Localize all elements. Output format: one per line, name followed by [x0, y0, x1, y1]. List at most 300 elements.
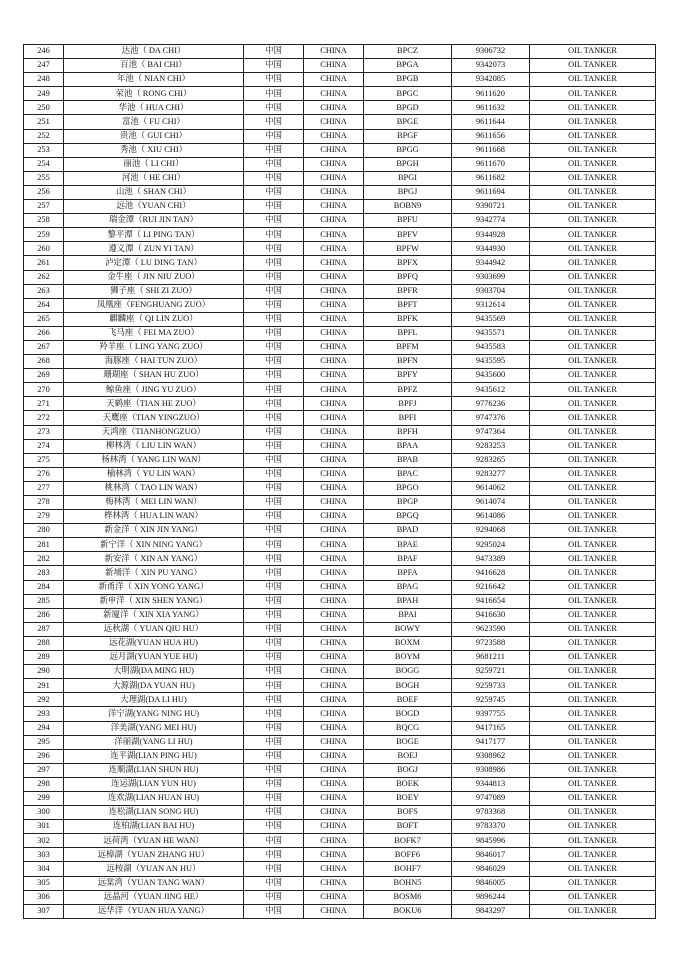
call-sign-cell: BOGE — [364, 735, 452, 749]
row-number-cell: 304 — [24, 862, 64, 876]
table-row — [24, 185, 656, 199]
row-number-cell: 283 — [24, 566, 64, 580]
vessel-type-cell: OIL TANKER — [530, 636, 656, 650]
vessel-name-cell: 飞马座（ FEI MA ZUO） — [64, 326, 244, 340]
table-row — [24, 45, 656, 59]
vessel-name-cell: 贵池（ GUI CHI） — [64, 129, 244, 143]
vessel-type-cell: OIL TANKER — [530, 749, 656, 763]
country-en-cell: CHINA — [304, 735, 364, 749]
imo-number-cell: 9611668 — [452, 143, 530, 157]
row-number-cell: 251 — [24, 115, 64, 129]
country-en-cell: CHINA — [304, 566, 364, 580]
vessel-type-cell: OIL TANKER — [530, 425, 656, 439]
table-row — [24, 777, 656, 791]
imo-number-cell: 9435571 — [452, 326, 530, 340]
vessel-name-cell: 华池（ HUA CHI） — [64, 101, 244, 115]
country-en-cell: CHINA — [304, 763, 364, 777]
table-row — [24, 721, 656, 735]
call-sign-cell: BOGD — [364, 707, 452, 721]
table-row — [24, 73, 656, 87]
vessel-name-cell: 远棠湾（YUAN TANG WAN） — [64, 876, 244, 890]
vessel-type-cell: OIL TANKER — [530, 101, 656, 115]
country-cn-cell: 中国 — [244, 101, 304, 115]
vessel-type-cell: OIL TANKER — [530, 411, 656, 425]
table-row — [24, 326, 656, 340]
vessel-name-cell: 连顺湖(LIAN SHUN HU) — [64, 763, 244, 777]
country-en-cell: CHINA — [304, 369, 364, 383]
call-sign-cell: BPFA — [364, 566, 452, 580]
call-sign-cell: BQCG — [364, 721, 452, 735]
vessel-name-cell: 丽池（ LI CHI） — [64, 157, 244, 171]
imo-number-cell: 9435600 — [452, 369, 530, 383]
row-number-cell: 292 — [24, 693, 64, 707]
country-en-cell: CHINA — [304, 904, 364, 918]
table-row — [24, 580, 656, 594]
country-en-cell: CHINA — [304, 326, 364, 340]
country-cn-cell: 中国 — [244, 185, 304, 199]
vessel-type-cell: OIL TANKER — [530, 256, 656, 270]
vessel-name-cell: 远池（YUAN CHI） — [64, 200, 244, 214]
country-en-cell: CHINA — [304, 496, 364, 510]
vessel-type-cell: OIL TANKER — [530, 580, 656, 594]
vessel-table — [23, 44, 656, 919]
country-cn-cell: 中国 — [244, 876, 304, 890]
vessel-type-cell: OIL TANKER — [530, 340, 656, 354]
country-en-cell: CHINA — [304, 467, 364, 481]
row-number-cell: 261 — [24, 256, 64, 270]
country-en-cell: CHINA — [304, 157, 364, 171]
vessel-type-cell: OIL TANKER — [530, 45, 656, 59]
vessel-type-cell: OIL TANKER — [530, 848, 656, 862]
vessel-name-cell: 狮子座（ SHI ZI ZUO） — [64, 284, 244, 298]
vessel-name-cell: 山池（ SHAN CHI） — [64, 185, 244, 199]
row-number-cell: 291 — [24, 679, 64, 693]
table-row — [24, 707, 656, 721]
vessel-name-cell: 天鸿座（TIANHONGZUO） — [64, 425, 244, 439]
country-en-cell: CHINA — [304, 411, 364, 425]
country-cn-cell: 中国 — [244, 834, 304, 848]
vessel-type-cell: OIL TANKER — [530, 369, 656, 383]
table-row — [24, 735, 656, 749]
vessel-name-cell: 柳林湾（ LIU LIN WAN） — [64, 439, 244, 453]
country-en-cell: CHINA — [304, 129, 364, 143]
table-row — [24, 129, 656, 143]
call-sign-cell: BPAH — [364, 594, 452, 608]
vessel-type-cell: OIL TANKER — [530, 157, 656, 171]
vessel-name-cell: 大理湖(DA LI HU) — [64, 693, 244, 707]
imo-number-cell: 9295024 — [452, 538, 530, 552]
vessel-name-cell: 新申洋（ XIN SHEN YANG） — [64, 594, 244, 608]
table-row — [24, 594, 656, 608]
imo-number-cell: 9416630 — [452, 608, 530, 622]
imo-number-cell: 9390721 — [452, 200, 530, 214]
vessel-name-cell: 年池（ NIAN CHI） — [64, 73, 244, 87]
country-en-cell: CHINA — [304, 806, 364, 820]
imo-number-cell: 9611644 — [452, 115, 530, 129]
country-en-cell: CHINA — [304, 270, 364, 284]
vessel-name-cell: 远华洋（YUAN HUA YANG） — [64, 904, 244, 918]
call-sign-cell: BOGH — [364, 679, 452, 693]
imo-number-cell: 9294068 — [452, 524, 530, 538]
call-sign-cell: BPGD — [364, 101, 452, 115]
country-cn-cell: 中国 — [244, 735, 304, 749]
country-en-cell: CHINA — [304, 636, 364, 650]
call-sign-cell: BPGH — [364, 157, 452, 171]
imo-number-cell: 9306732 — [452, 45, 530, 59]
imo-number-cell: 9611682 — [452, 171, 530, 185]
call-sign-cell: BOFS — [364, 806, 452, 820]
call-sign-cell: BPAA — [364, 439, 452, 453]
table-row — [24, 763, 656, 777]
vessel-name-cell: 桦林湾（ HUA LIN WAN） — [64, 510, 244, 524]
vessel-type-cell: OIL TANKER — [530, 312, 656, 326]
call-sign-cell: BOGG — [364, 665, 452, 679]
call-sign-cell: BPAF — [364, 552, 452, 566]
vessel-type-cell: OIL TANKER — [530, 693, 656, 707]
call-sign-cell: BOWY — [364, 622, 452, 636]
vessel-type-cell: OIL TANKER — [530, 566, 656, 580]
imo-number-cell: 9747364 — [452, 425, 530, 439]
imo-number-cell: 9846029 — [452, 862, 530, 876]
vessel-type-cell: OIL TANKER — [530, 326, 656, 340]
row-number-cell: 294 — [24, 721, 64, 735]
row-number-cell: 293 — [24, 707, 64, 721]
call-sign-cell: BPFI — [364, 411, 452, 425]
table-row — [24, 312, 656, 326]
row-number-cell: 306 — [24, 890, 64, 904]
country-cn-cell: 中国 — [244, 355, 304, 369]
vessel-name-cell: 瑞金潭（RUI JIN TAN） — [64, 214, 244, 228]
country-cn-cell: 中国 — [244, 242, 304, 256]
row-number-cell: 270 — [24, 383, 64, 397]
vessel-type-cell: OIL TANKER — [530, 608, 656, 622]
vessel-type-cell: OIL TANKER — [530, 59, 656, 73]
table-row — [24, 256, 656, 270]
imo-number-cell: 9344928 — [452, 228, 530, 242]
call-sign-cell: BOEY — [364, 791, 452, 805]
table-row — [24, 425, 656, 439]
vessel-type-cell: OIL TANKER — [530, 876, 656, 890]
vessel-name-cell: 泸定潭（ LU DING TAN） — [64, 256, 244, 270]
vessel-name-cell: 百池（ BAI CHI） — [64, 59, 244, 73]
imo-number-cell: 9342774 — [452, 214, 530, 228]
table-row — [24, 355, 656, 369]
country-en-cell: CHINA — [304, 679, 364, 693]
row-number-cell: 307 — [24, 904, 64, 918]
country-cn-cell: 中国 — [244, 820, 304, 834]
row-number-cell: 263 — [24, 284, 64, 298]
call-sign-cell: BPFK — [364, 312, 452, 326]
call-sign-cell: BPGE — [364, 115, 452, 129]
call-sign-cell: BOFT — [364, 820, 452, 834]
row-number-cell: 280 — [24, 524, 64, 538]
vessel-name-cell: 远桉湖（YUAN AN HU） — [64, 862, 244, 876]
call-sign-cell: BPFN — [364, 355, 452, 369]
vessel-name-cell: 大源湖(DA YUAN HU) — [64, 679, 244, 693]
vessel-type-cell: OIL TANKER — [530, 228, 656, 242]
row-number-cell: 296 — [24, 749, 64, 763]
vessel-name-cell: 远荷湾（YUAN HE WAN） — [64, 834, 244, 848]
call-sign-cell: BPAB — [364, 453, 452, 467]
country-cn-cell: 中国 — [244, 890, 304, 904]
country-cn-cell: 中国 — [244, 665, 304, 679]
country-cn-cell: 中国 — [244, 397, 304, 411]
row-number-cell: 254 — [24, 157, 64, 171]
table-row — [24, 481, 656, 495]
call-sign-cell: BPGQ — [364, 510, 452, 524]
call-sign-cell: BPFH — [364, 425, 452, 439]
country-en-cell: CHINA — [304, 383, 364, 397]
vessel-type-cell: OIL TANKER — [530, 721, 656, 735]
vessel-name-cell: 黎平潭（ LI PING TAN） — [64, 228, 244, 242]
country-cn-cell: 中国 — [244, 425, 304, 439]
imo-number-cell: 9435595 — [452, 355, 530, 369]
call-sign-cell: BPFM — [364, 340, 452, 354]
country-en-cell: CHINA — [304, 439, 364, 453]
row-number-cell: 287 — [24, 622, 64, 636]
country-cn-cell: 中国 — [244, 326, 304, 340]
imo-number-cell: 9611694 — [452, 185, 530, 199]
call-sign-cell: BPFQ — [364, 270, 452, 284]
imo-number-cell: 9611620 — [452, 87, 530, 101]
call-sign-cell: BPFJ — [364, 397, 452, 411]
country-en-cell: CHINA — [304, 45, 364, 59]
country-cn-cell: 中国 — [244, 791, 304, 805]
imo-number-cell: 9303699 — [452, 270, 530, 284]
vessel-type-cell: OIL TANKER — [530, 679, 656, 693]
country-en-cell: CHINA — [304, 242, 364, 256]
table-row — [24, 101, 656, 115]
vessel-type-cell: OIL TANKER — [530, 214, 656, 228]
imo-number-cell: 9896244 — [452, 890, 530, 904]
country-cn-cell: 中国 — [244, 496, 304, 510]
vessel-name-cell: 麒麟座（ QI LIN ZUO） — [64, 312, 244, 326]
table-row — [24, 496, 656, 510]
country-en-cell: CHINA — [304, 298, 364, 312]
call-sign-cell: BPFL — [364, 326, 452, 340]
country-cn-cell: 中国 — [244, 270, 304, 284]
table-row — [24, 834, 656, 848]
country-en-cell: CHINA — [304, 707, 364, 721]
vessel-name-cell: 洋美湖(YANG MEI HU) — [64, 721, 244, 735]
country-en-cell: CHINA — [304, 820, 364, 834]
country-en-cell: CHINA — [304, 101, 364, 115]
country-cn-cell: 中国 — [244, 622, 304, 636]
row-number-cell: 266 — [24, 326, 64, 340]
table-row — [24, 890, 656, 904]
row-number-cell: 246 — [24, 45, 64, 59]
imo-number-cell: 9783368 — [452, 806, 530, 820]
country-cn-cell: 中国 — [244, 580, 304, 594]
call-sign-cell: BOFF6 — [364, 848, 452, 862]
table-row — [24, 171, 656, 185]
row-number-cell: 289 — [24, 651, 64, 665]
imo-number-cell: 9308986 — [452, 763, 530, 777]
country-en-cell: CHINA — [304, 312, 364, 326]
call-sign-cell: BPAG — [364, 580, 452, 594]
row-number-cell: 274 — [24, 439, 64, 453]
vessel-type-cell: OIL TANKER — [530, 834, 656, 848]
country-en-cell: CHINA — [304, 340, 364, 354]
row-number-cell: 272 — [24, 411, 64, 425]
vessel-type-cell: OIL TANKER — [530, 200, 656, 214]
call-sign-cell: BOHF7 — [364, 862, 452, 876]
table-row — [24, 636, 656, 650]
vessel-name-cell: 连欢湖(LIAN HUAN HU) — [64, 791, 244, 805]
vessel-name-cell: 珊瑚座（ SHAN HU ZUO） — [64, 369, 244, 383]
country-en-cell: CHINA — [304, 171, 364, 185]
country-cn-cell: 中国 — [244, 453, 304, 467]
call-sign-cell: BPAD — [364, 524, 452, 538]
imo-number-cell: 9416628 — [452, 566, 530, 580]
vessel-type-cell: OIL TANKER — [530, 298, 656, 312]
call-sign-cell: BOHN5 — [364, 876, 452, 890]
table-row — [24, 242, 656, 256]
table-row — [24, 143, 656, 157]
country-en-cell: CHINA — [304, 721, 364, 735]
imo-number-cell: 9308962 — [452, 749, 530, 763]
country-en-cell: CHINA — [304, 791, 364, 805]
vessel-type-cell: OIL TANKER — [530, 510, 656, 524]
call-sign-cell: BPFR — [364, 284, 452, 298]
table-row — [24, 791, 656, 805]
vessel-name-cell: 洋宁湖(YANG NING HU) — [64, 707, 244, 721]
vessel-type-cell: OIL TANKER — [530, 284, 656, 298]
row-number-cell: 297 — [24, 763, 64, 777]
vessel-name-cell: 连松湖(LIAN SONG HU) — [64, 806, 244, 820]
imo-number-cell: 9259745 — [452, 693, 530, 707]
table-row — [24, 383, 656, 397]
row-number-cell: 303 — [24, 848, 64, 862]
country-en-cell: CHINA — [304, 425, 364, 439]
vessel-name-cell: 达池（ DA CHI） — [64, 45, 244, 59]
row-number-cell: 278 — [24, 496, 64, 510]
imo-number-cell: 9473389 — [452, 552, 530, 566]
imo-number-cell: 9416654 — [452, 594, 530, 608]
row-number-cell: 302 — [24, 834, 64, 848]
table-row — [24, 411, 656, 425]
country-en-cell: CHINA — [304, 200, 364, 214]
table-row — [24, 904, 656, 918]
table-row — [24, 453, 656, 467]
country-en-cell: CHINA — [304, 185, 364, 199]
table-row — [24, 369, 656, 383]
vessel-name-cell: 榆林湾（ YU LIN WAN） — [64, 467, 244, 481]
vessel-name-cell: 凤凰座（FENGHUANG ZUO） — [64, 298, 244, 312]
imo-number-cell: 9611670 — [452, 157, 530, 171]
vessel-type-cell: OIL TANKER — [530, 355, 656, 369]
country-cn-cell: 中国 — [244, 721, 304, 735]
vessel-type-cell: OIL TANKER — [530, 129, 656, 143]
imo-number-cell: 9435569 — [452, 312, 530, 326]
vessel-type-cell: OIL TANKER — [530, 862, 656, 876]
call-sign-cell: BPAE — [364, 538, 452, 552]
table-row — [24, 749, 656, 763]
vessel-name-cell: 河池（ HE CHI） — [64, 171, 244, 185]
row-number-cell: 301 — [24, 820, 64, 834]
country-cn-cell: 中国 — [244, 749, 304, 763]
vessel-name-cell: 金牛座（ JIN NIU ZUO） — [64, 270, 244, 284]
row-number-cell: 282 — [24, 552, 64, 566]
call-sign-cell: BPGF — [364, 129, 452, 143]
imo-number-cell: 9614074 — [452, 496, 530, 510]
imo-number-cell: 9435612 — [452, 383, 530, 397]
call-sign-cell: BOEJ — [364, 749, 452, 763]
vessel-name-cell: 杨林湾（ YANG LIN WAN） — [64, 453, 244, 467]
table-row — [24, 693, 656, 707]
imo-number-cell: 9611632 — [452, 101, 530, 115]
country-en-cell: CHINA — [304, 876, 364, 890]
vessel-type-cell: OIL TANKER — [530, 439, 656, 453]
country-en-cell: CHINA — [304, 115, 364, 129]
country-cn-cell: 中国 — [244, 763, 304, 777]
country-en-cell: CHINA — [304, 538, 364, 552]
row-number-cell: 285 — [24, 594, 64, 608]
vessel-name-cell: 新宁洋（ XIN NING YANG） — [64, 538, 244, 552]
imo-number-cell: 9846005 — [452, 876, 530, 890]
table-row — [24, 651, 656, 665]
vessel-name-cell: 梅林湾（ MEI LIN WAN） — [64, 496, 244, 510]
vessel-name-cell: 秀池（ XIU CHI） — [64, 143, 244, 157]
country-cn-cell: 中国 — [244, 369, 304, 383]
country-cn-cell: 中国 — [244, 693, 304, 707]
country-cn-cell: 中国 — [244, 157, 304, 171]
row-number-cell: 300 — [24, 806, 64, 820]
call-sign-cell: BOXM — [364, 636, 452, 650]
country-en-cell: CHINA — [304, 524, 364, 538]
country-cn-cell: 中国 — [244, 73, 304, 87]
imo-number-cell: 9283265 — [452, 453, 530, 467]
row-number-cell: 262 — [24, 270, 64, 284]
vessel-type-cell: OIL TANKER — [530, 538, 656, 552]
country-cn-cell: 中国 — [244, 481, 304, 495]
vessel-name-cell: 远秋湖（ YUAN QIU HU） — [64, 622, 244, 636]
row-number-cell: 286 — [24, 608, 64, 622]
vessel-type-cell: OIL TANKER — [530, 87, 656, 101]
country-en-cell: CHINA — [304, 228, 364, 242]
vessel-type-cell: OIL TANKER — [530, 481, 656, 495]
country-cn-cell: 中国 — [244, 651, 304, 665]
table-row — [24, 806, 656, 820]
table-row — [24, 59, 656, 73]
vessel-name-cell: 遵义潭（ ZUN YI TAN） — [64, 242, 244, 256]
table-row — [24, 862, 656, 876]
call-sign-cell: BPFW — [364, 242, 452, 256]
vessel-type-cell: OIL TANKER — [530, 270, 656, 284]
vessel-type-cell: OIL TANKER — [530, 383, 656, 397]
row-number-cell: 260 — [24, 242, 64, 256]
imo-number-cell: 9344930 — [452, 242, 530, 256]
row-number-cell: 264 — [24, 298, 64, 312]
call-sign-cell: BPGI — [364, 171, 452, 185]
country-cn-cell: 中国 — [244, 636, 304, 650]
vessel-type-cell: OIL TANKER — [530, 622, 656, 636]
vessel-name-cell: 新金洋（ XIN JIN YANG） — [64, 524, 244, 538]
vessel-type-cell: OIL TANKER — [530, 453, 656, 467]
imo-number-cell: 9216642 — [452, 580, 530, 594]
vessel-name-cell: 远花湖(YUAN HUA HU) — [64, 636, 244, 650]
vessel-type-cell: OIL TANKER — [530, 143, 656, 157]
imo-number-cell: 9344942 — [452, 256, 530, 270]
table-row — [24, 538, 656, 552]
call-sign-cell: BPGA — [364, 59, 452, 73]
imo-number-cell: 9417177 — [452, 735, 530, 749]
imo-number-cell: 9843297 — [452, 904, 530, 918]
country-cn-cell: 中国 — [244, 214, 304, 228]
country-cn-cell: 中国 — [244, 143, 304, 157]
call-sign-cell: BPGG — [364, 143, 452, 157]
country-cn-cell: 中国 — [244, 608, 304, 622]
